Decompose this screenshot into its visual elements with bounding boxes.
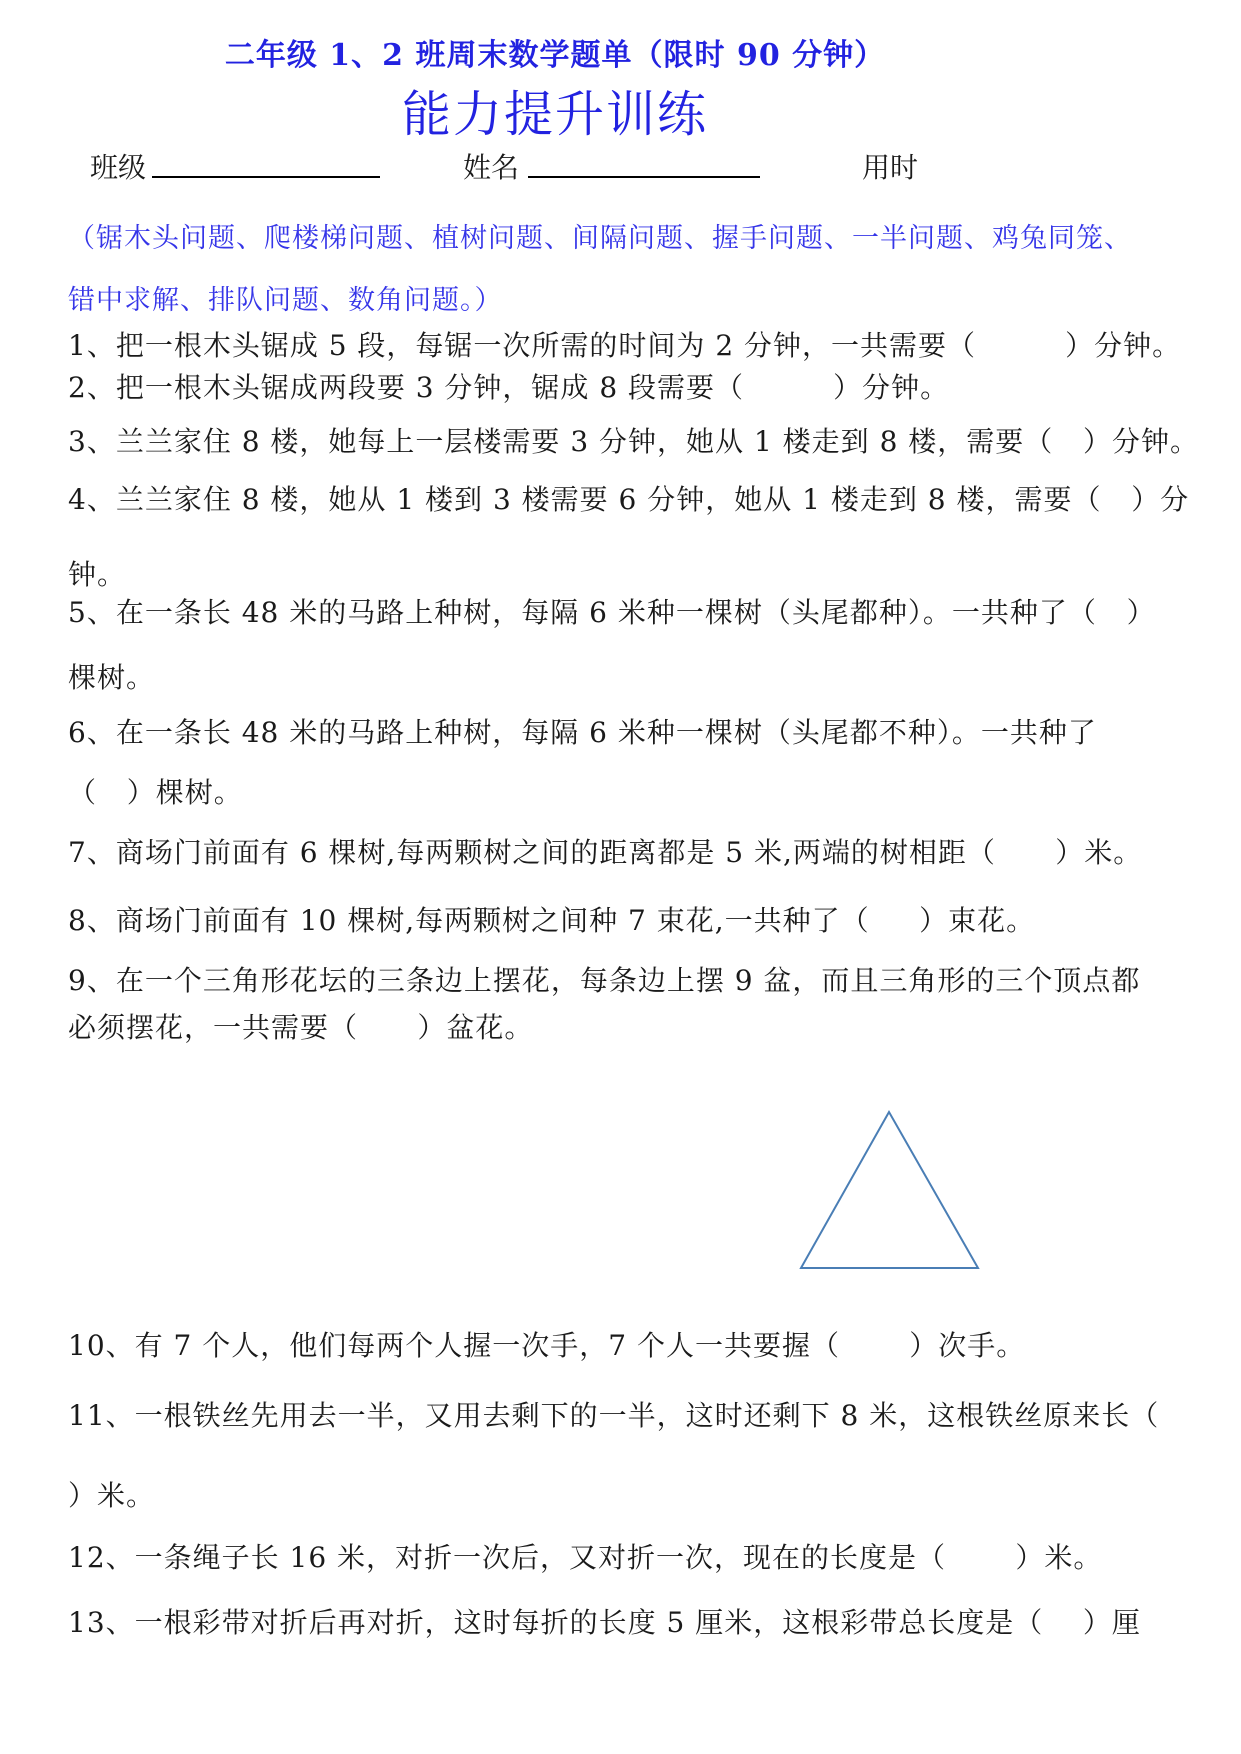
page-title: 二年级 1、2 班周末数学题单（限时 90 分钟） — [224, 38, 886, 73]
name-label: 姓名 — [463, 151, 520, 184]
question-5-cont: 棵树。 — [68, 661, 156, 694]
question-10: 10、有 7 个人，他们每两个人握一次手，7 个人一共要握（ ）次手。 — [68, 1329, 1026, 1362]
triangle-shape — [801, 1112, 978, 1268]
question-9-cont: 必须摆花，一共需要（ ）盆花。 — [68, 1011, 534, 1044]
question-6-cont: （ ）棵树。 — [68, 776, 243, 809]
question-2: 2、把一根木头锯成两段要 3 分钟，锯成 8 段需要（ ）分钟。 — [68, 371, 950, 404]
class-label: 班级 — [90, 151, 147, 184]
question-3: 3、兰兰家住 8 楼，她每上一层楼需要 3 分钟，她从 1 楼走到 8 楼，需要（ ）分钟。 — [68, 425, 1199, 458]
question-1: 1、把一根木头锯成 5 段，每锯一次所需的时间为 2 分钟，一共需要（ ）分钟。 — [68, 329, 1182, 362]
question-9: 9、在一个三角形花坛的三条边上摆花，每条边上摆 9 盆，而且三角形的三个顶点都 — [68, 964, 1141, 997]
question-4: 4、兰兰家住 8 楼，她从 1 楼到 3 楼需要 6 分钟，她从 1 楼走到 8 楼，需要（ ）分 — [68, 483, 1190, 516]
question-8: 8、商场门前面有 10 棵树,每两颗树之间种 7 束花,一共种了（ ）束花。 — [68, 904, 1036, 937]
question-5: 5、在一条长 48 米的马路上种树，每隔 6 米种一棵树（头尾都种）。一共种了（ ） — [68, 596, 1156, 629]
question-7: 7、商场门前面有 6 棵树,每两颗树之间的距离都是 5 米,两端的树相距（ ）米。 — [68, 836, 1143, 869]
question-4-cont: 钟。 — [68, 558, 127, 591]
name-blank-line — [528, 146, 760, 178]
class-blank-line — [152, 146, 380, 178]
topics-line-1: （锯木头问题、爬楼梯问题、植树问题、间隔问题、握手问题、一半问题、鸡兔同笼、 — [68, 223, 1132, 254]
page-subtitle: 能力提升训练 — [401, 86, 708, 143]
question-12: 12、一条绳子长 16 米，对折一次后，又对折一次，现在的长度是（ ）米。 — [68, 1541, 1103, 1574]
question-11-cont: ）米。 — [68, 1479, 156, 1512]
question-11: 11、一根铁丝先用去一半，又用去剩下的一半，这时还剩下 8 米，这根铁丝原来长（ — [68, 1399, 1160, 1432]
triangle-figure — [790, 1103, 990, 1278]
question-13: 13、一根彩带对折后再对折，这时每折的长度 5 厘米，这根彩带总长度是（ ）厘 — [68, 1606, 1141, 1639]
time-label: 用时 — [862, 151, 919, 184]
topics-line-2: 错中求解、排队问题、数角问题。） — [68, 285, 503, 316]
question-6: 6、在一条长 48 米的马路上种树，每隔 6 米种一棵树（头尾都不种）。一共种了 — [68, 716, 1097, 749]
